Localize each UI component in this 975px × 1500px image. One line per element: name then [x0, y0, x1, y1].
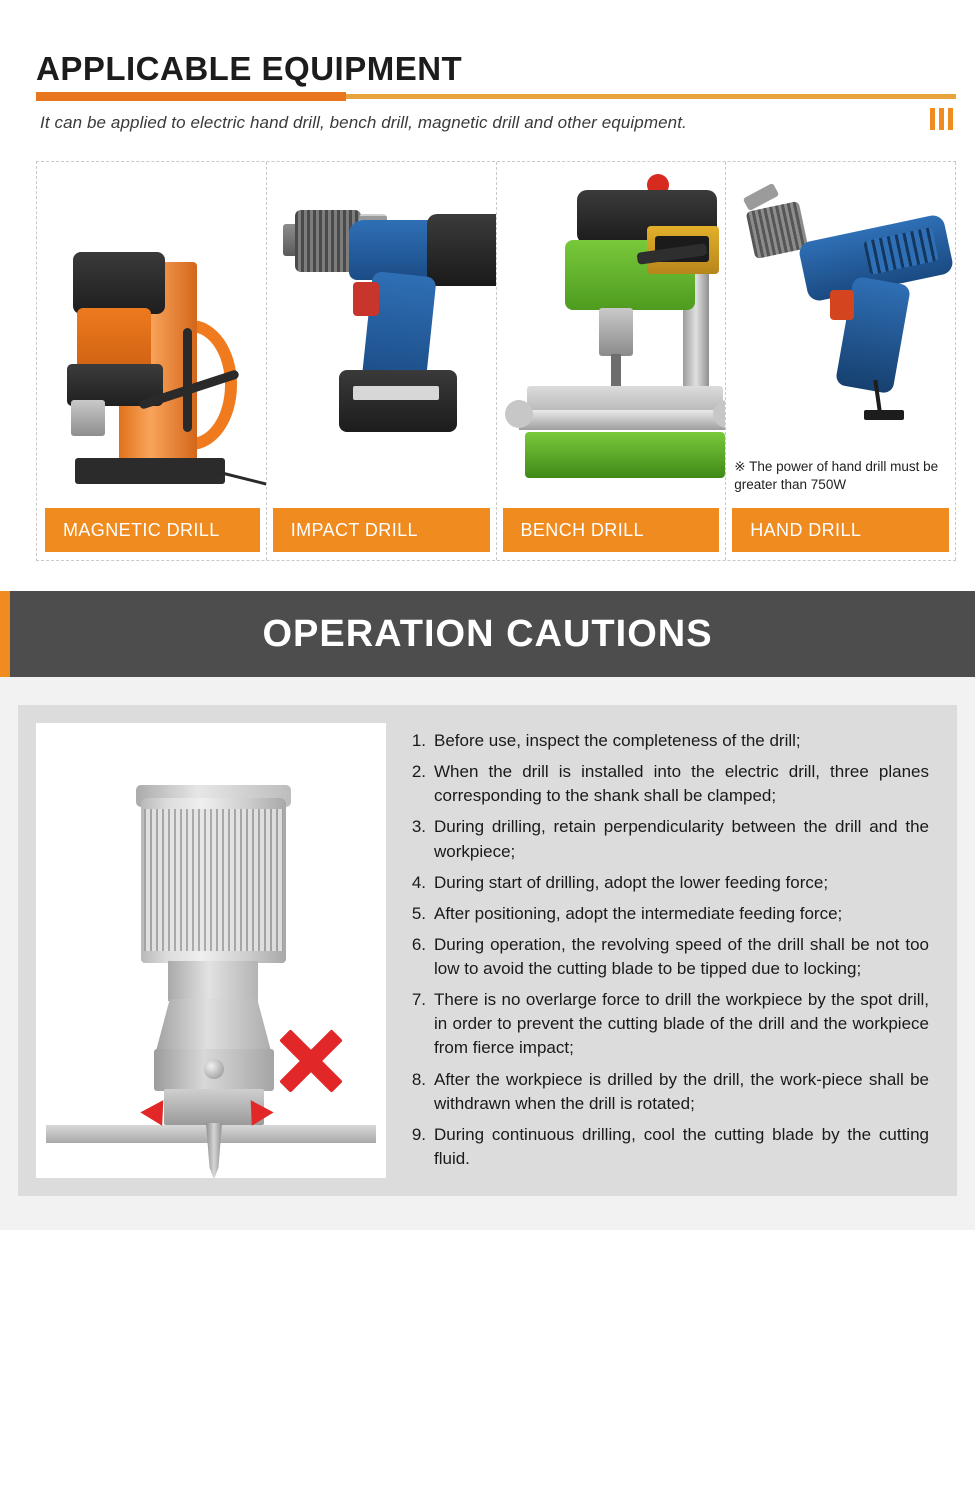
- operation-cautions-body: [0, 677, 975, 1230]
- equipment-card-bench-drill: [497, 162, 727, 560]
- equipment-card-magnetic-drill: [37, 162, 267, 560]
- list-item-number: 8.: [411, 1069, 426, 1089]
- magnetic-drill-icon: [37, 162, 266, 502]
- equipment-card-impact-drill: [267, 162, 497, 560]
- list-item: [408, 760, 929, 808]
- list-item-number: 3.: [411, 817, 426, 837]
- equipment-grid: [36, 161, 956, 561]
- list-item-text: After positioning, adopt the intermediate feeding force;: [434, 903, 843, 923]
- list-item: [408, 1123, 929, 1171]
- equipment-label-impact-drill: IMPACT DRILL: [273, 508, 490, 552]
- list-item: [408, 729, 929, 753]
- hand-drill-power-note: ※ The power of hand drill must be greater than 750W: [734, 458, 939, 492]
- operation-cautions-banner: [0, 591, 975, 677]
- list-item: [408, 902, 929, 926]
- list-item-text: During continuous drilling, cool the cutting blade by the cutting fluid.: [434, 1124, 929, 1168]
- equipment-label-hand-drill: HAND DRILL: [732, 508, 949, 552]
- list-item: [408, 1068, 929, 1116]
- cautions-list: [404, 723, 939, 1178]
- equipment-subtitle: It can be applied to electric hand drill, bench drill, magnetic drill and other equipment.: [40, 113, 687, 132]
- hand-drill-icon: [726, 162, 955, 502]
- equipment-label-magnetic-drill: MAGNETIC DRILL: [45, 508, 260, 552]
- impact-drill-icon: [267, 162, 496, 502]
- list-item-number: 4.: [411, 872, 426, 892]
- list-item: [408, 871, 929, 895]
- page-title: APPLICABLE EQUIPMENT: [36, 50, 463, 87]
- title-underline-rule: [36, 94, 956, 99]
- list-item-text: During operation, the revolving speed of the drill shall be not too low to avoid the cutting blade to be tipped due to locking;: [434, 934, 929, 978]
- applicable-equipment-section: [0, 0, 975, 561]
- equipment-card-hand-drill: [726, 162, 956, 560]
- list-item-number: 7.: [411, 990, 426, 1010]
- equipment-label-bench-drill: BENCH DRILL: [503, 508, 720, 552]
- list-item: [408, 988, 929, 1060]
- list-item: [408, 815, 929, 863]
- list-item-text: After the workpiece is drilled by the drill, the work-piece shall be withdrawn when the drill is rotated;: [434, 1069, 929, 1113]
- red-cross-icon: [274, 1023, 348, 1097]
- bench-drill-icon: [497, 162, 726, 502]
- decorative-bars-icon: [930, 108, 953, 130]
- list-item-number: 9.: [411, 1124, 426, 1144]
- operation-cautions-section: [0, 591, 975, 1230]
- list-item-number: 1.: [411, 731, 426, 750]
- list-item-number: 5.: [411, 903, 426, 923]
- operation-cautions-title: OPERATION CAUTIONS: [262, 612, 713, 655]
- wrong-usage-illustration-icon: [36, 723, 386, 1178]
- operation-cautions-card: [18, 705, 957, 1196]
- list-item-text: When the drill is installed into the electric drill, three planes corresponding to the shank shall be clamped;: [434, 762, 929, 806]
- list-item-number: 2.: [411, 762, 426, 782]
- list-item-text: During drilling, retain perpendicularity between the drill and the workpiece;: [434, 817, 929, 861]
- list-item: [408, 933, 929, 981]
- list-item-text: There is no overlarge force to drill the workpiece by the spot drill, in order to prevent the cutting blade of the drill and the workpiece from fierce impact;: [434, 990, 929, 1058]
- list-item-text: Before use, inspect the completeness of the drill;: [434, 731, 801, 750]
- list-item-text: During start of drilling, adopt the lower feeding force;: [434, 872, 829, 892]
- list-item-number: 6.: [411, 934, 426, 954]
